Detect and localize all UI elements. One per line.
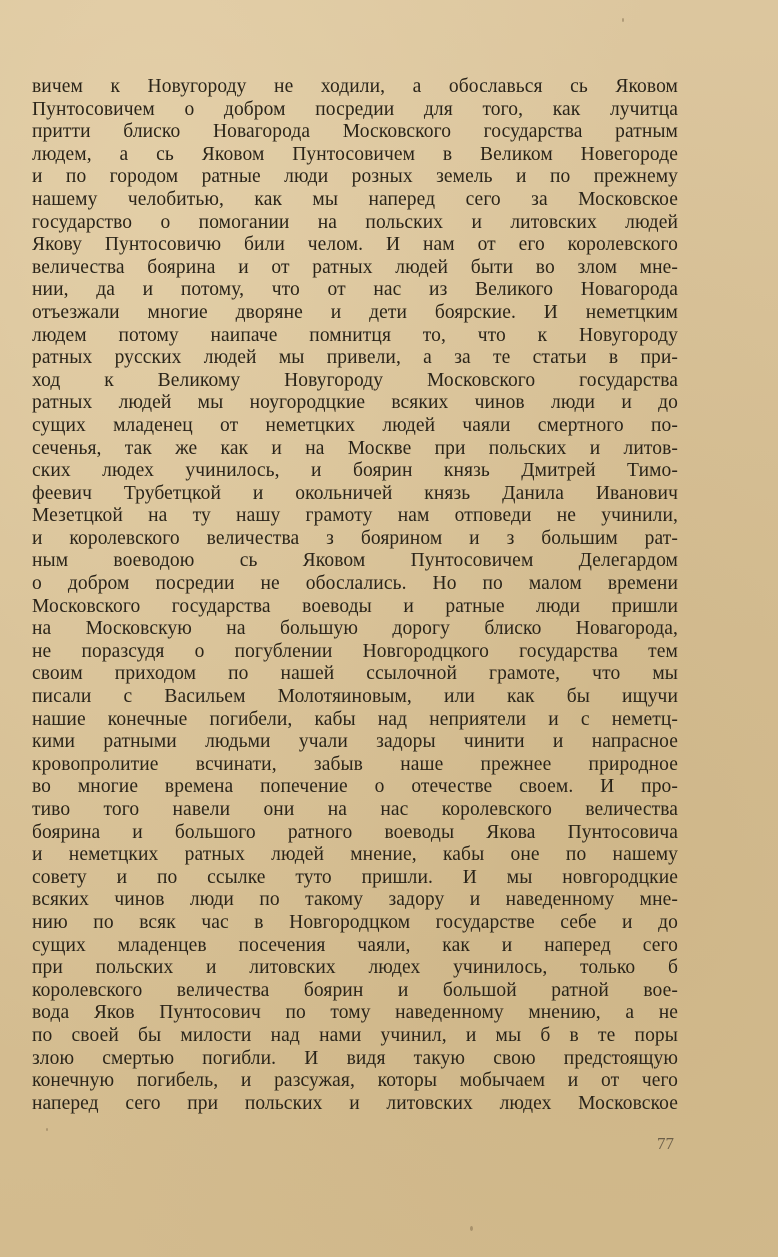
text-line: нии, да и потому, что от нас из Великого Новагорода — [32, 279, 678, 301]
text-line: своим приходом по нашей ссылочной грамоте, что мы — [32, 663, 678, 685]
text-line: Мезетцкой на ту нашу грамоту нам отповеди не учинили, — [32, 505, 678, 527]
text-line: нашему челобитью, как мы наперед сего за Московское — [32, 188, 678, 210]
text-line: на Московскую на большую дорогу блиско Новагорода, — [32, 618, 678, 640]
paper-speck — [622, 18, 624, 22]
text-line: не поразсудя о погублении Новгородцкого государства тем — [32, 640, 678, 662]
text-line: ратных людей мы ноугородцкие всяких чинов люди и до — [32, 392, 678, 414]
text-line: во многие времена попечение о отечестве своем. И про- — [32, 776, 678, 798]
paper-speck — [470, 1226, 473, 1231]
text-line: вода Яков Пунтосович по тому наведенному мнению, а не — [32, 1002, 678, 1024]
text-line: ратных русских людей мы привели, а за те статьи в при- — [32, 347, 678, 369]
body-text — [32, 76, 678, 1115]
text-line: конечную погибель, и разсужая, которы мобычаем и от чего — [32, 1070, 678, 1092]
text-line: и королевского величества з боярином и з большим рат- — [32, 527, 678, 549]
text-line: отъезжали многие дворяне и дети боярские. И неметцким — [32, 301, 678, 323]
text-line: и неметцких ратных людей мнение, кабы оне по нашему — [32, 844, 678, 866]
text-line: кими ратными людьми учали задоры чинити и напрасное — [32, 731, 678, 753]
text-line: совету и по ссылке туто пришли. И мы новгородцкие — [32, 866, 678, 888]
text-line: Пунтосовичем о добром посредии для того, как лучитца — [32, 98, 678, 120]
text-line: наперед сего при польских и литовских людех Московское — [32, 1092, 678, 1114]
text-line: при польских и литовских людех учинилось, только б — [32, 957, 678, 979]
text-line: феевич Трубетцкой и окольничей князь Данила Иванович — [32, 482, 678, 504]
text-line: нашие конечные погибели, кабы над неприятели и с неметц- — [32, 708, 678, 730]
text-line: людем потому наипаче помнитця то, что к Новугороду — [32, 324, 678, 346]
text-line: ход к Великому Новугороду Московского государства — [32, 369, 678, 391]
text-line: боярина и большого ратного воеводы Якова Пунтосовича — [32, 821, 678, 843]
text-line: притти блиско Новагорода Московского государства ратным — [32, 121, 678, 143]
text-line: Якову Пунтосовичю били челом. И нам от его королевского — [32, 234, 678, 256]
page-number: 77 — [657, 1134, 674, 1153]
text-line: злою смертью погибли. И видя такую свою предстоящую — [32, 1047, 678, 1069]
text-line: о добром посредии не обослались. Но по малом времени — [32, 573, 678, 595]
text-line: тиво того навели они на нас королевского величества — [32, 799, 678, 820]
text-line: вичем к Новугороду не ходили, а обославься сь Яковом — [32, 76, 678, 97]
text-line: кровопролитие всчинати, забыв наше прежнее природное — [32, 753, 678, 775]
text-line: и по городом ратные люди розных земель и по прежнему — [32, 166, 678, 188]
text-line: по своей бы милости над нами учинил, и мы б в те поры — [32, 1024, 678, 1046]
text-line: ным воеводою сь Яковом Пунтосовичем Делегардом — [32, 550, 678, 572]
text-line: сущих младенец от неметцких людей чаяли смертного по- — [32, 414, 678, 436]
text-line: писали с Васильем Молотяиновым, или как бы ищучи — [32, 686, 678, 708]
paper-speck — [46, 1128, 48, 1131]
text-line: сущих младенцев посечения чаяли, как и наперед сего — [32, 934, 678, 956]
text-line: королевского величества боярин и большой ратной вое- — [32, 979, 678, 1001]
text-line: нию по всяк час в Новгородцком государстве себе и до — [32, 911, 678, 933]
text-line: всяких чинов люди по такому задору и наведенному мне- — [32, 889, 678, 911]
text-line: величества боярина и от ратных людей быти во злом мне- — [32, 256, 678, 278]
text-line: ских людех учинилось, и боярин князь Дмитрей Тимо- — [32, 460, 678, 482]
text-line: сеченья, так же как и на Москве при польских и литов- — [32, 437, 678, 459]
text-line: Московского государства воеводы и ратные люди пришли — [32, 595, 678, 617]
text-line: государство о помогании на польских и литовских людей — [32, 211, 678, 233]
text-line: людем, а сь Яковом Пунтосовичем в Великом Новегороде — [32, 143, 678, 165]
